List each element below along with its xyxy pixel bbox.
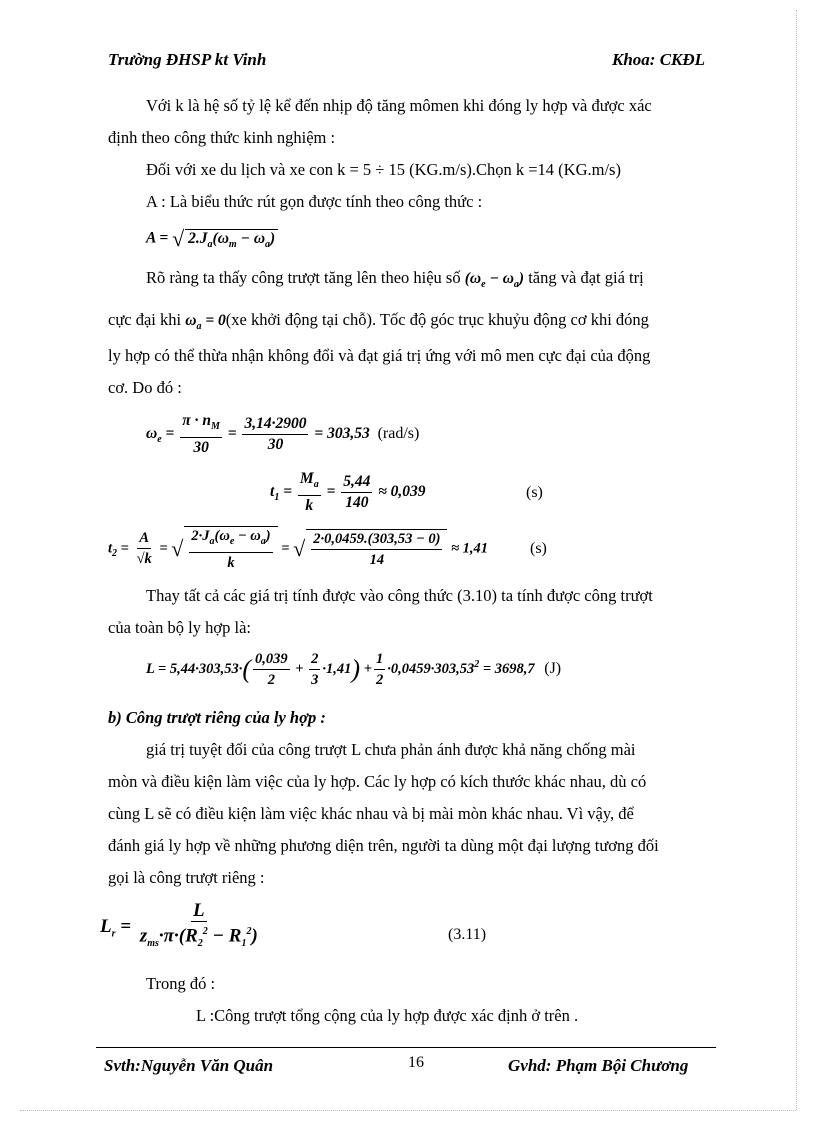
equation-t1: $t_1$ = $\frac{M_a}{k}$ = $\frac{5,44}{140}$ ≈ 0,039 bbox=[270, 470, 426, 515]
t2-unit: (s) bbox=[530, 540, 547, 557]
para1-line4: A : Là biểu thức rút gọn được tính theo công thức : bbox=[146, 192, 483, 211]
para4-line5: gọi là công trượt riêng : bbox=[108, 868, 265, 887]
footer-rule bbox=[96, 1047, 716, 1048]
equation-t2: $t_2$ = $\frac{A}{√k}$ = √ $\frac{2\cdot J_a(\omega_e - \omega_a)}{k}$ = √ $\frac{2\cdot 0,0459.(303,53 - 0)}{14}$ ≈ 1,41 bbox=[108, 528, 489, 571]
page-boundary bbox=[20, 1110, 796, 1111]
para1-line1: Với k là hệ số tỷ lệ kể đến nhịp độ tăng mômen khi đóng ly hợp và được xác bbox=[146, 96, 652, 115]
page-number: 16 bbox=[408, 1054, 424, 1071]
page-boundary-right bbox=[796, 10, 797, 1110]
para3-line2: của toàn bộ ly hợp là: bbox=[108, 618, 251, 637]
para4-line1: giá trị tuyệt đối của công trượt L chưa phản ánh được khả năng chống mài bbox=[146, 740, 636, 759]
para3-line1: Thay tất cả các giá trị tính được vào công thức (3.10) ta tính được công trượt bbox=[146, 586, 653, 605]
para2-line4: cơ. Do đó : bbox=[108, 378, 182, 397]
para1-line3: Đối với xe du lịch và xe con k = 5 ÷ 15 (KG.m/s).Chọn k =14 (KG.m/s) bbox=[146, 160, 621, 179]
equation-l: L = 5,44·303,53·( $\frac{0,039}{2}$ + $\frac{2}{3}$ ·1,41) + $\frac{1}{2}$ $\cdot 0,0459\cdot 303,53^2 = 3698,7$ (J) bbox=[146, 651, 562, 688]
t1-unit: (s) bbox=[526, 484, 543, 501]
para5-line1: Trong đó : bbox=[146, 974, 216, 993]
para1-line2: định theo công thức kinh nghiệm : bbox=[108, 128, 336, 147]
para5-line2: L :Công trượt tổng cộng của ly hợp được xác định ở trên . bbox=[196, 1006, 579, 1025]
footer-advisor: Gvhd: Phạm Bội Chương bbox=[508, 1056, 689, 1075]
equation-omega: $\omega_e$ = $\frac{\pi \cdot n_M}{30}$ = $\frac{3,14\cdot 2900}{30}$ = 303,53 (rad/s) bbox=[146, 412, 420, 457]
header-faculty: Khoa: CKĐL bbox=[612, 50, 706, 69]
equation-number: (3.11) bbox=[448, 926, 487, 943]
section-b-heading: b) Công trượt riêng của ly hợp : bbox=[108, 708, 326, 727]
para2-line2: cực đại khi $\omega_a = 0(xe$ khởi động tại chỗ). Tốc độ góc trục khuỷu động cơ khi đóng bbox=[108, 310, 649, 333]
para4-line2: mòn và điều kiện làm việc của ly hợp. Các ly hợp có kích thước khác nhau, dù có bbox=[108, 772, 647, 791]
para4-line4: đánh giá ly hợp về những phương diện trên, người ta dùng một đại lượng tương đối bbox=[108, 836, 659, 855]
para2-line3: ly hợp có thể thừa nhận không đổi và đạt giá trị ứng với mô men cực đại của động bbox=[108, 346, 651, 365]
para4-line3: cùng L sẽ có điều kiện làm việc khác nhau và bị mài mòn khác nhau. Vì vậy, để bbox=[108, 804, 634, 823]
header-school: Trường ĐHSP kt Vinh bbox=[108, 50, 267, 69]
equation-a: A = √ $2.J_a(\omega_m - \omega_a)$ bbox=[146, 226, 278, 252]
footer-student: Svth:Nguyễn Văn Quân bbox=[104, 1056, 274, 1075]
para2-line1: Rõ ràng ta thấy công trượt tăng lên theo hiệu số $(\omega_e - \omega_a)$ tăng và đạt giá trị bbox=[146, 268, 644, 291]
equation-lr: $L_r$ = $\frac{L}{z_{ms}\cdot\pi\cdot(R_2^2 - R_1^2)}$ bbox=[100, 900, 258, 950]
